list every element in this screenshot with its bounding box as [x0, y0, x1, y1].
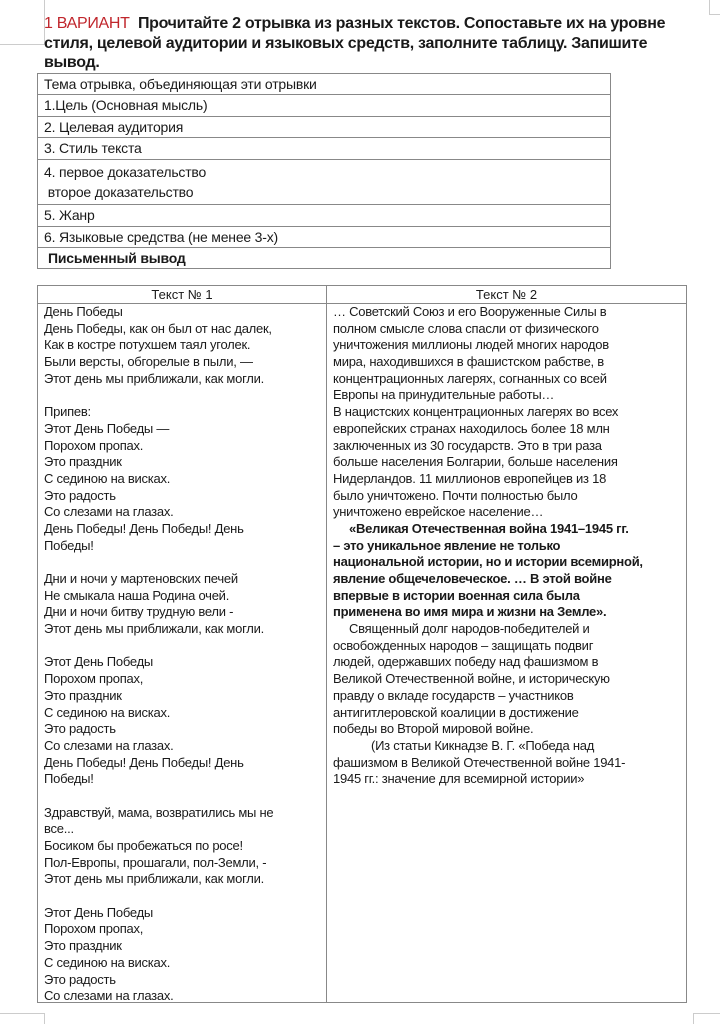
- poem-line: [44, 638, 324, 655]
- poem-line: С сединою на висках.: [44, 954, 171, 970]
- poem-line: Со слезами на глазах.: [44, 988, 174, 1004]
- criteria-row-genre: 5. Жанр: [38, 204, 610, 226]
- article-line: – это уникальное явление не только: [333, 537, 561, 553]
- poem-line: Порохом пропах,: [44, 921, 144, 937]
- article-line: уничтожения миллионы людей многих народов: [333, 337, 609, 353]
- second-evidence-label: второе доказательство: [44, 184, 194, 200]
- poem-line: Припев:: [44, 404, 91, 420]
- poem-line: Как в костре потухшем таял уголек.: [44, 337, 251, 353]
- page-corner-mark: [0, 1013, 45, 1024]
- first-evidence-label: 4. первое доказательство: [44, 164, 207, 180]
- poem-line: все...: [44, 821, 74, 837]
- poem-line: Пол-Европы, прошагали, пол-Земли, -: [44, 854, 267, 870]
- criteria-row-audience: 2. Целевая аудитория: [38, 116, 610, 137]
- article-line: Священный долг народов-победителей и: [349, 621, 590, 637]
- article-line: В нацистских концентрационных лагерях во всех: [333, 404, 619, 420]
- article-line: 1945 гг.: значение для всемирной истории»: [333, 771, 585, 787]
- article-line: больше населения Болгарии, больше населения: [333, 454, 618, 470]
- article-line: было уничтожено. Почти полностью было: [333, 487, 578, 503]
- poem-line: Это праздник: [44, 938, 122, 954]
- poem-line: Это радость: [44, 487, 116, 503]
- text2-header: Текст № 2: [327, 286, 686, 304]
- article-line: уничтожено еврейское население…: [333, 504, 544, 520]
- article-line: людей, одержавших победу над фашизмом в: [333, 654, 599, 670]
- article-line: фашизмом в Великой Отечественной войне 1941-: [333, 754, 626, 770]
- poem-line: Со слезами на глазах.: [44, 737, 174, 753]
- poem-line: Этот День Победы: [44, 904, 154, 920]
- column-divider: [326, 286, 327, 1002]
- page-corner-mark: [693, 1013, 720, 1024]
- poem-line: День Победы, как он был от нас далек,: [44, 320, 272, 336]
- text1-header: Текст № 1: [38, 286, 326, 304]
- poem-line: Порохом пропах.: [44, 437, 144, 453]
- poem-line: Этот День Победы —: [44, 420, 170, 436]
- poem-line: [44, 387, 324, 404]
- article-line: Нидерландов. 11 миллионов европейцев из 18: [333, 470, 607, 486]
- article-line: полном смысле слова спасли от физического: [333, 320, 599, 336]
- page-corner-mark: [709, 0, 720, 15]
- variant-label: 1 ВАРИАНТ: [44, 15, 130, 32]
- article-line: победы во Второй мировой войне.: [333, 721, 534, 737]
- article-line: заключенных из 30 государств. Это в три раза: [333, 437, 602, 453]
- article-line: Великой Отечественной войне, и историческую: [333, 671, 610, 687]
- poem-line: Этот день мы приближали, как могли.: [44, 871, 265, 887]
- poem-line: Порохом пропах,: [44, 671, 144, 687]
- poem-line: Победы!: [44, 537, 94, 553]
- poem-line: Дни и ночи у мартеновских печей: [44, 571, 238, 586]
- poem-line: День Победы! День Победы! День: [44, 520, 244, 536]
- poem-line: Это праздник: [44, 454, 122, 470]
- criteria-row-language-means: 6. Языковые средства (не менее 3-х): [38, 226, 610, 247]
- article-line: (Из статьи Кикнадзе В. Г. «Победа над: [371, 737, 595, 753]
- poem-line: День Победы! День Победы! День: [44, 754, 244, 770]
- criteria-row-style: 3. Стиль текста: [38, 137, 610, 159]
- poem-line: Не смыкала наша Родина очей.: [44, 587, 230, 603]
- article-line: освобожденных народов – защищать подвиг: [333, 637, 594, 653]
- text1-poem: [44, 304, 324, 1005]
- article-line: концентрационных лагерях, согнанных со всей: [333, 370, 607, 386]
- poem-line: Этот день мы приближали, как могли.: [44, 370, 265, 386]
- poem-line: Этот день мы приближали, как могли.: [44, 621, 265, 637]
- poem-line: День Победы: [44, 304, 123, 319]
- article-line: европейских странах находилось более 18 млн: [333, 420, 610, 436]
- criteria-row-evidence: [38, 159, 610, 204]
- poem-line: Со слезами на глазах.: [44, 504, 174, 520]
- criteria-row-conclusion: Письменный вывод: [38, 247, 610, 268]
- instruction-text: Прочитайте 2 отрывка из разных текстов. Сопоставьте их на уровне стиля, целевой аудитории и языковых средств, заполните таблицу. Запишите вывод.: [44, 15, 666, 71]
- poem-line: [44, 554, 324, 571]
- article-line: «Великая Отечественная война 1941–1945 гг.: [349, 520, 629, 536]
- article-line: мира, находившихся в фашистском рабстве, в: [333, 354, 604, 370]
- poem-line: Этот День Победы: [44, 654, 154, 670]
- poem-line: Дни и ночи битву трудную вели -: [44, 604, 234, 620]
- page-corner-mark: [0, 0, 45, 45]
- criteria-row-topic: Тема отрывка, объединяющая эти отрывки: [44, 76, 317, 92]
- article-line: национальной истории, но и истории всемирной,: [333, 554, 643, 570]
- poem-line: [44, 888, 324, 905]
- poem-line: Здравствуй, мама, возвратились мы не: [44, 804, 274, 820]
- article-line: … Советский Союз и его Вооруженные Силы в: [333, 304, 607, 319]
- text2-article: [333, 304, 683, 788]
- poem-line: Были версты, обгорелые в пыли, —: [44, 354, 253, 370]
- poem-line: С сединою на висках.: [44, 704, 171, 720]
- article-line: правду о вкладе государств – участников: [333, 687, 574, 703]
- poem-line: Это радость: [44, 971, 116, 987]
- criteria-row-goal: 1.Цель (Основная мысль): [38, 94, 610, 116]
- poem-line: Это праздник: [44, 687, 122, 703]
- article-line: применена во имя мира и жизни на Земле».: [333, 604, 607, 620]
- article-line: Европы на принудительные работы…: [333, 387, 555, 403]
- texts-table: [37, 285, 687, 1003]
- article-line: явление общечеловеческое. … В этой войне: [333, 571, 612, 586]
- poem-line: [44, 788, 324, 805]
- poem-line: Это радость: [44, 721, 116, 737]
- poem-line: Победы!: [44, 771, 94, 787]
- poem-line: Босиком бы пробежаться по росе!: [44, 838, 243, 853]
- task-instruction: [44, 14, 694, 73]
- article-line: антигитлеровской коалиции в достижение: [333, 704, 579, 720]
- article-line: впервые в истории военная сила была: [333, 587, 580, 603]
- criteria-table: [37, 73, 611, 269]
- poem-line: С сединою на висках.: [44, 470, 171, 486]
